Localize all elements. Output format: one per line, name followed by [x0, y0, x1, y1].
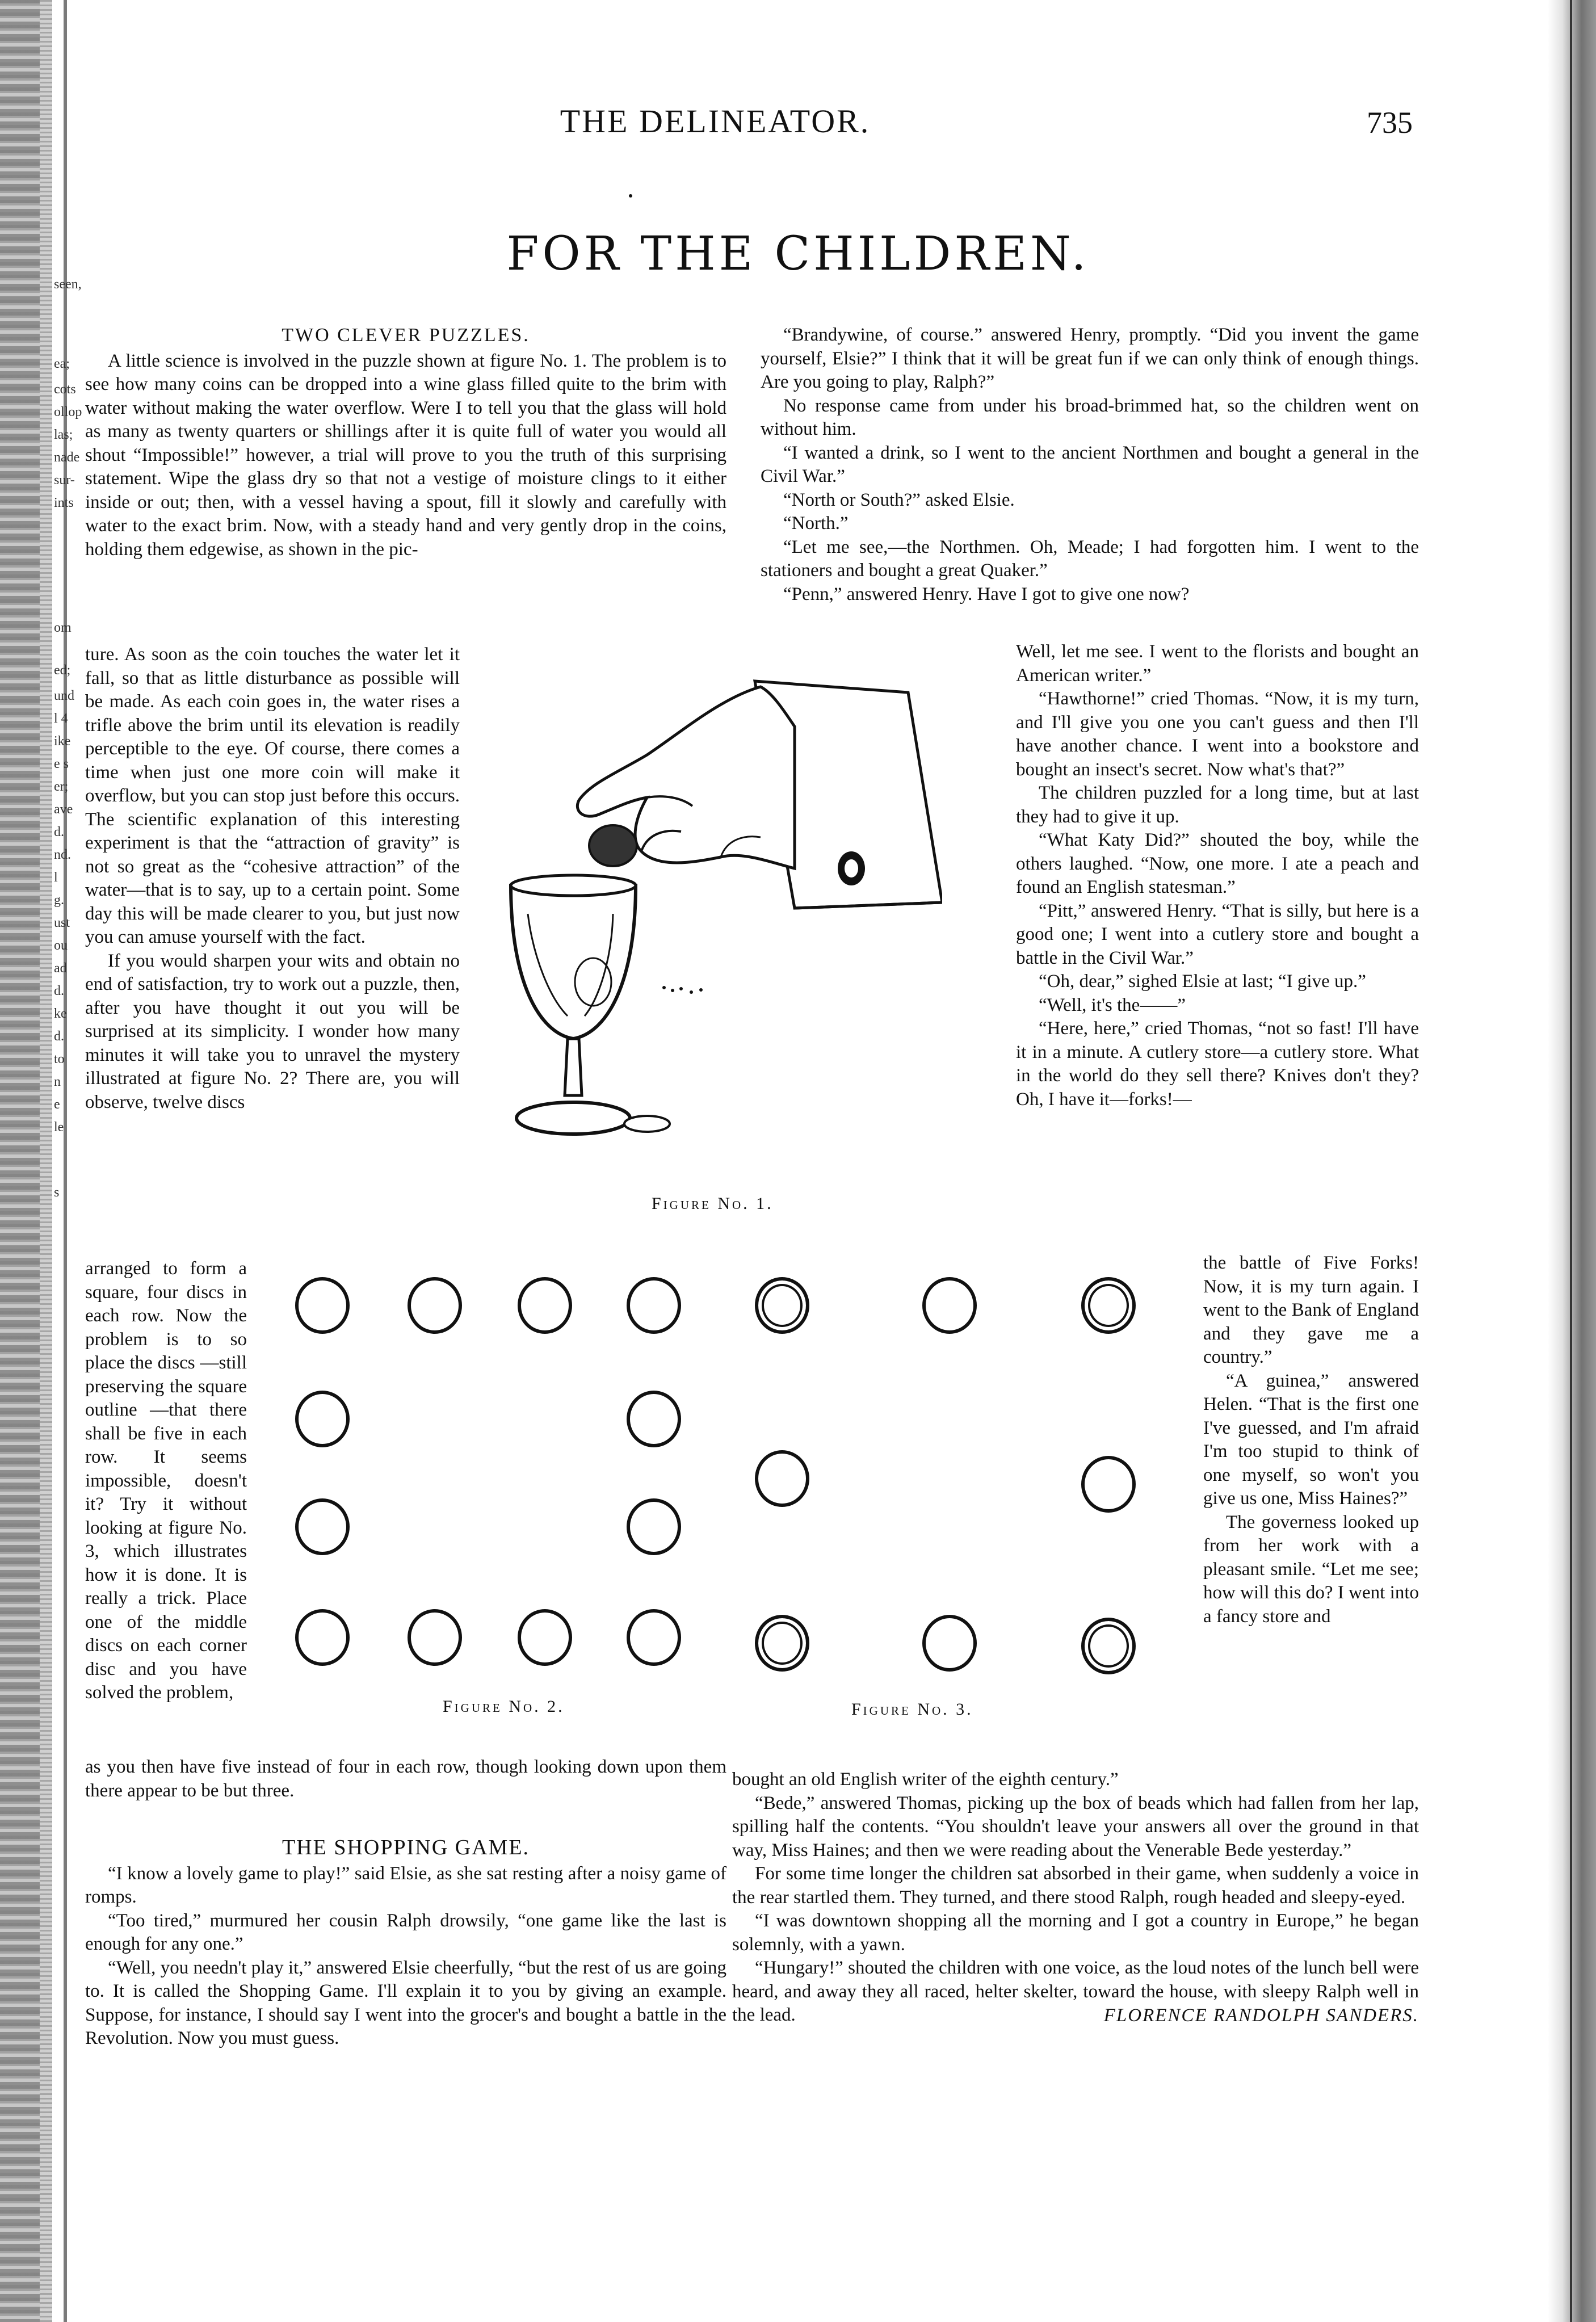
- margin-fragment: ike: [54, 734, 71, 749]
- margin-fragment: seen,: [54, 277, 82, 292]
- margin-fragment: e s: [54, 757, 69, 771]
- margin-fragment: d.: [54, 984, 64, 998]
- disc: [408, 1609, 462, 1666]
- story-paragraph: “I was downtown shopping all the morning and I got a country in Europe,” he began solemnly, with a yawn.: [732, 1910, 1419, 1955]
- story-paragraph: The governess looked up from her work with a pleasant smile. “Let me see; how will this do? I went into a fancy store and: [1203, 1511, 1419, 1627]
- disc-double: [1081, 1277, 1136, 1334]
- margin-fragment: nade: [54, 450, 80, 465]
- puzzles-paragraph-1: A little science is involved in the puzzle shown at figure No. 1. The problem is to see how many coins can be dropped into a wine glass filled quite to the brim with water without making the water overflow. Were I to tell you that the glass will hold as many as twenty quarters or shillings after it is quite full of water you would all shout “Impossible!” however, a trial will prove to you the truth of this surprising statement. Wipe the glass dry so that not a vestige of moisture clings to it either inside or out; then, with a vessel having a spout, fill it slowly and carefully with water to the exact brim. Now, with a steady hand and very gently drop in the coins, holding them edgewise, as shown in the pic-: [85, 350, 726, 560]
- disc: [295, 1498, 350, 1555]
- margin-fragment: ou: [54, 938, 68, 953]
- margin-fragment: s: [54, 1185, 60, 1200]
- right-column-narrow: [1203, 1252, 1419, 1628]
- margin-fragment: cots: [54, 382, 76, 397]
- puzzles-end-text: [85, 1756, 726, 1803]
- margin-fragment: le: [54, 1120, 64, 1135]
- story-paragraph: “Oh, dear,” sighed Elsie at last; “I give up.”: [1039, 971, 1366, 992]
- margin-fragment: g.: [54, 893, 64, 908]
- story-paragraph: “Let me see,—the Northmen. Oh, Meade; I had forgotten him. I went to the stationers and bought a great Quaker.”: [761, 536, 1419, 581]
- right-column-mid: [1016, 640, 1419, 1111]
- margin-fragment: ed;: [54, 663, 71, 678]
- shopping-game-section: [85, 1836, 726, 2051]
- story-paragraph: bought an old English writer of the eighth century.”: [732, 1769, 1119, 1790]
- story-paragraph: “North or South?” asked Elsie.: [783, 489, 1015, 510]
- disc: [627, 1609, 681, 1666]
- figure-2-caption: Figure No. 2.: [443, 1697, 565, 1716]
- story-paragraph: The children puzzled for a long time, but at last they had to give it up.: [1016, 783, 1419, 827]
- puzzles-intro: [85, 324, 726, 561]
- margin-fragment: l 4: [54, 711, 68, 726]
- puzzles-paragraph-1-cont: ture. As soon as the coin touches the water let it fall, so that as little disturbance as possible will be made. As each coin goes in, the water rises a trifle above the brim until its elevation is readily perceptible to the eye. Of course, there comes a time when just one more coin will make it overflow, but you can stop just before this occurs. The scientific explanation of this interesting experiment is that the “attraction of gravity” is not so great as the “cohesive attraction” of the water—that is to say, up to a certain point. Some day this will be made clearer to you, but just now you can amuse yourself with the fact.: [85, 644, 460, 947]
- scan-left-edge-inner: [40, 0, 52, 2322]
- puzzles-heading: TWO CLEVER PUZZLES.: [282, 325, 530, 346]
- disc: [295, 1277, 350, 1334]
- author-signature-line: [732, 2004, 1419, 2028]
- shopping-paragraph: “I know a lovely game to play!” said Elsie, as she sat resting after a noisy game of romps.: [85, 1863, 726, 1907]
- story-paragraph: “Penn,” answered Henry. Have I got to give one now?: [783, 583, 1190, 604]
- scan-right-edge-line: [1570, 0, 1572, 2322]
- disc: [755, 1450, 809, 1507]
- binding-spine-line: [64, 0, 67, 2322]
- story-paragraph: “Hawthorne!” cried Thomas. “Now, it is my turn, and I'll give you one you can't guess and then I'll have another chance. I went into a bookstore and bought an insect's secret. Now what's that?”: [1016, 688, 1419, 780]
- printing-dot: [629, 194, 632, 198]
- story-paragraph: “Bede,” answered Thomas, picking up the box of beads which had fallen from her lap, spilling half the contents. “You shouldn't leave your answers all over the ground in that way, Miss Haines; and then we were reading about the Venerable Bede yesterday.”: [732, 1792, 1419, 1861]
- story-paragraph: For some time longer the children sat absorbed in their game, when suddenly a voice in the rear startled them. They turned, and there stood Ralph, rough headed and sleepy-eyed.: [732, 1863, 1419, 1908]
- disc-double: [1081, 1618, 1136, 1674]
- disc-double: [755, 1615, 809, 1672]
- margin-fragment: to: [54, 1052, 65, 1066]
- margin-fragment: d.: [54, 825, 64, 839]
- margin-fragment: d.: [54, 1029, 64, 1044]
- figure-1-caption: Figure No. 1.: [652, 1194, 774, 1213]
- disc: [1081, 1456, 1136, 1513]
- shopping-paragraph: “Too tired,” murmured her cousin Ralph drowsily, “one game like the last is enough for any one.”: [85, 1910, 726, 1954]
- puzzles-paragraph-2-end: as you then have five instead of four in each row, though looking down upon them there appear to be but three.: [85, 1757, 726, 1801]
- margin-fragment: nd.: [54, 847, 71, 862]
- author-signature: FLORENCE RANDOLPH SANDERS.: [1103, 2005, 1419, 2026]
- puzzles-narrow-text: [85, 643, 460, 1114]
- disc: [295, 1391, 350, 1447]
- disc: [922, 1277, 977, 1334]
- disc: [627, 1391, 681, 1447]
- margin-fragment: und: [54, 688, 74, 703]
- story-paragraph: “Brandywine, of course.” answered Henry, promptly. “Did you invent the game yourself, Elsie?” I think that it will be great fun if we can only think of enough things. Are you going to play, Ralph?”: [761, 325, 1419, 392]
- disc: [922, 1615, 977, 1672]
- margin-fragment: ust: [54, 916, 70, 930]
- story-paragraph: “Here, here,” cried Thomas, “not so fast! I'll have it in a minute. A cutlery store—a cutlery store. What in the world do they sell there? Knives don't they? Oh, I have it—forks!—: [1016, 1018, 1419, 1110]
- story-paragraph: “A guinea,” answered Helen. “That is the first one I've guessed, and I'm afraid I'm too stupid to think of one myself, so won't you give us one, Miss Haines?”: [1203, 1370, 1419, 1509]
- shopping-heading: THE SHOPPING GAME.: [282, 1836, 530, 1859]
- margin-fragment: ad: [54, 961, 67, 976]
- scan-left-edge: [0, 0, 40, 2322]
- margin-fragment: e: [54, 1097, 60, 1112]
- figure-3-caption: Figure No. 3.: [851, 1700, 973, 1719]
- margin-fragment: om: [54, 620, 72, 635]
- disc-double: [755, 1277, 809, 1334]
- margin-fragment: ea;: [54, 356, 70, 371]
- story-paragraph: “Pitt,” answered Henry. “That is silly, but here is a good one; I went into a cutlery store and bought a battle in the Civil War.”: [1016, 900, 1419, 968]
- puzzles-narrowest-text: [85, 1257, 247, 1705]
- margin-fragment: ints: [54, 496, 74, 510]
- story-paragraph: “I wanted a drink, so I went to the ancient Northmen and bought a general in the Civil War.”: [761, 442, 1419, 486]
- margin-fragment: sur-: [54, 473, 75, 488]
- disc: [295, 1609, 350, 1666]
- disc: [627, 1277, 681, 1334]
- section-title: FOR THE CHILDREN.: [506, 227, 1090, 281]
- margin-fragment: n: [54, 1074, 61, 1089]
- margin-fragment: l: [54, 870, 58, 885]
- margin-fragment: ke: [54, 1006, 67, 1021]
- disc: [408, 1277, 462, 1334]
- story-paragraph: the battle of Five Forks! Now, it is my turn again. I went to the Bank of England and they gave me a country.”: [1203, 1253, 1419, 1367]
- margin-fragment: las;: [54, 427, 73, 442]
- disc: [627, 1498, 681, 1555]
- story-paragraph: Well, let me see. I went to the florists and bought an American writer.”: [1016, 641, 1419, 686]
- story-paragraph: No response came from under his broad-brimmed hat, so the children went on without him.: [761, 395, 1419, 439]
- margin-fragment: er;: [54, 779, 69, 794]
- story-paragraph: “What Katy Did?” shouted the boy, while the others laughed. “Now, one more. I ate a peach and found an English statesman.”: [1016, 830, 1419, 897]
- shopping-paragraph: “Well, you needn't play it,” answered Elsie cheerfully, “but the rest of us are going to. It is called the Shopping Game. I'll explain it to you by giving an example. Suppose, for instance, I should say I went into the grocer's and bought a battle in the Revolution. Now you must guess.: [85, 1957, 726, 2048]
- puzzles-paragraph-2: If you would sharpen your wits and obtain no end of satisfaction, try to work out a puzzle, then, after you have thought it out you will be surprised at its simplicity. I wonder how many minutes it will take you to unravel the mystery illustrated at figure No. 2? There are, you will observe, twelve discs: [85, 950, 460, 1112]
- figure-1-illustration: [477, 664, 942, 1164]
- margin-fragment: ollop: [54, 405, 82, 419]
- running-head-title: THE DELINEATOR.: [560, 103, 871, 140]
- margin-fragment: ave: [54, 802, 73, 817]
- disc: [518, 1609, 572, 1666]
- story-paragraph: “Hungary!” shouted the children with one voice, as the loud notes of the lunch bell were heard, and away they all raced, helter skelter, toward the house, with sleepy Ralph well in the lead.: [732, 1958, 1419, 2025]
- page-number: 735: [1367, 106, 1413, 140]
- puzzles-paragraph-2-narrow: arranged to form a square, four discs in each row. Now the problem is to so place the discs —still preserving the square outline —that there shall be five in each row. It seems impossible, doesn't it? Try it without looking at figure No. 3, which illustrates how it is done. It is really a trick. Place one of the middle discs on each corner disc and you have solved the problem,: [85, 1258, 247, 1703]
- disc: [518, 1277, 572, 1334]
- story-paragraph: “Well, it's the——”: [1039, 994, 1186, 1015]
- right-column-bottom: [732, 1768, 1419, 2027]
- right-column-top: [761, 324, 1419, 606]
- story-paragraph: “North.”: [783, 513, 849, 534]
